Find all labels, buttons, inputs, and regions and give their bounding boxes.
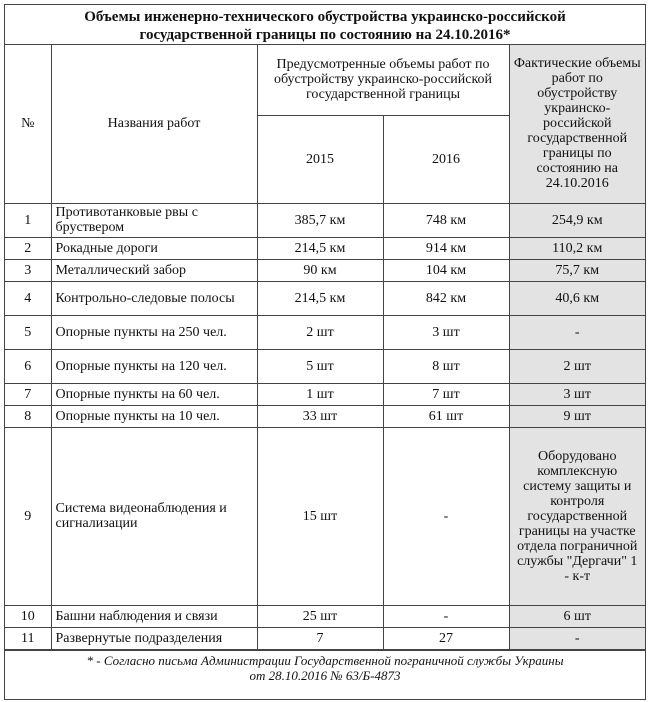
header-actual: Фактические объемы работ по обустройству украинско-российской государственной границы по состоянию на 24.10.2016 bbox=[509, 45, 645, 203]
row-actual: 254,9 км bbox=[509, 203, 645, 237]
header-planned: Предусмотренные объемы работ по обустройству украинско-российской государственной границы bbox=[257, 45, 509, 115]
row-actual: Оборудовано комплексную систему защиты и контроля государственной границы на участке отдела пограничной службы "Дергачи" 1 - к-т bbox=[509, 427, 645, 605]
row-2015: 214,5 км bbox=[257, 281, 383, 315]
row-2016: 842 км bbox=[383, 281, 509, 315]
row-2016: - bbox=[383, 427, 509, 605]
row-num: 3 bbox=[5, 259, 51, 281]
row-2015: 385,7 км bbox=[257, 203, 383, 237]
table-row bbox=[5, 405, 645, 427]
row-num: 10 bbox=[5, 605, 51, 627]
row-name: Контрольно-следовые полосы bbox=[51, 281, 257, 315]
row-name: Опорные пункты на 250 чел. bbox=[51, 315, 257, 349]
row-2015: 1 шт bbox=[257, 383, 383, 405]
row-actual: 40,6 км bbox=[509, 281, 645, 315]
row-2015: 25 шт bbox=[257, 605, 383, 627]
table-row bbox=[5, 427, 645, 605]
footnote-line-2: от 28.10.2016 № 63/Б-4873 bbox=[249, 667, 401, 683]
row-name: Опорные пункты на 120 чел. bbox=[51, 349, 257, 383]
row-actual: - bbox=[509, 315, 645, 349]
row-num: 1 bbox=[5, 203, 51, 237]
row-num: 8 bbox=[5, 405, 51, 427]
row-name: Опорные пункты на 60 чел. bbox=[51, 383, 257, 405]
table-row bbox=[5, 627, 645, 649]
row-num: 7 bbox=[5, 383, 51, 405]
title-line-1: Объемы инженерно-технического обустройства украинско-российской bbox=[84, 9, 566, 25]
row-name: Опорные пункты на 10 чел. bbox=[51, 405, 257, 427]
row-actual: 75,7 км bbox=[509, 259, 645, 281]
row-num: 11 bbox=[5, 627, 51, 649]
row-name: Металлический забор bbox=[51, 259, 257, 281]
row-2015: 5 шт bbox=[257, 349, 383, 383]
title-line-2: государственной границы по состоянию на 24.10.2016* bbox=[139, 27, 511, 43]
row-num: 2 bbox=[5, 237, 51, 259]
row-num: 6 bbox=[5, 349, 51, 383]
row-2016: - bbox=[383, 605, 509, 627]
row-actual: 3 шт bbox=[509, 383, 645, 405]
table-row bbox=[5, 605, 645, 627]
row-2015: 214,5 км bbox=[257, 237, 383, 259]
header-row-1 bbox=[5, 45, 645, 115]
header-year-2016: 2016 bbox=[383, 115, 509, 203]
header-num: № bbox=[5, 45, 51, 203]
row-2015: 33 шт bbox=[257, 405, 383, 427]
row-num: 5 bbox=[5, 315, 51, 349]
row-name: Башни наблюдения и связи bbox=[51, 605, 257, 627]
row-actual: 110,2 км bbox=[509, 237, 645, 259]
row-2015: 90 км bbox=[257, 259, 383, 281]
table-row bbox=[5, 383, 645, 405]
row-actual: 2 шт bbox=[509, 349, 645, 383]
row-2016: 27 bbox=[383, 627, 509, 649]
row-2016: 7 шт bbox=[383, 383, 509, 405]
header-year-2015: 2015 bbox=[257, 115, 383, 203]
row-2016: 914 км bbox=[383, 237, 509, 259]
row-name: Рокадные дороги bbox=[51, 237, 257, 259]
row-name: Система видеонаблюдения и сигнализации bbox=[51, 427, 257, 605]
row-2016: 748 км bbox=[383, 203, 509, 237]
row-name: Развернутые подразделения bbox=[51, 627, 257, 649]
row-actual: 9 шт bbox=[509, 405, 645, 427]
row-2016: 3 шт bbox=[383, 315, 509, 349]
row-2016: 8 шт bbox=[383, 349, 509, 383]
table-row bbox=[5, 237, 645, 259]
row-2015: 15 шт bbox=[257, 427, 383, 605]
document-title bbox=[5, 5, 645, 45]
row-name: Противотанковые рвы с бруствером bbox=[51, 203, 257, 237]
footnote-line-1: * - Согласно письма Администрации Государственной пограничной службы Украины bbox=[86, 652, 564, 668]
table-row bbox=[5, 315, 645, 349]
row-actual: 6 шт bbox=[509, 605, 645, 627]
table-row bbox=[5, 349, 645, 383]
row-2016: 61 шт bbox=[383, 405, 509, 427]
row-2015: 2 шт bbox=[257, 315, 383, 349]
row-num: 9 bbox=[5, 427, 51, 605]
table-row bbox=[5, 281, 645, 315]
row-2016: 104 км bbox=[383, 259, 509, 281]
table-row bbox=[5, 259, 645, 281]
footnote bbox=[5, 650, 645, 683]
header-name: Названия работ bbox=[51, 45, 257, 203]
works-table bbox=[5, 45, 645, 650]
row-num: 4 bbox=[5, 281, 51, 315]
row-actual: - bbox=[509, 627, 645, 649]
row-2015: 7 bbox=[257, 627, 383, 649]
document-frame bbox=[4, 4, 646, 700]
table-row bbox=[5, 203, 645, 237]
